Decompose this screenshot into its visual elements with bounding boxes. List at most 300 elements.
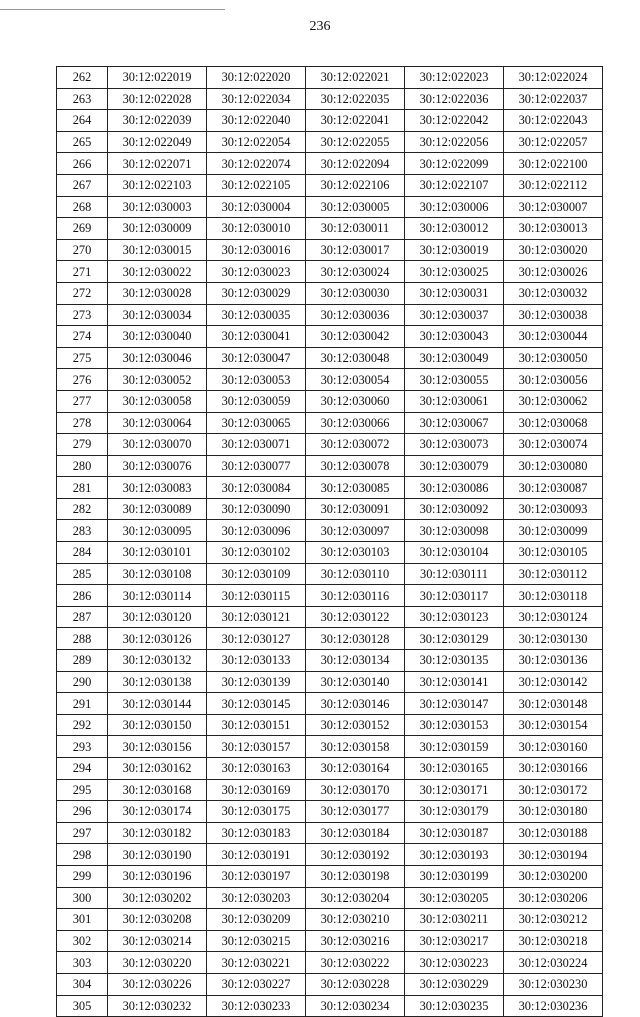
row-number: 296 <box>57 801 108 823</box>
cadastral-code-cell: 30:12:022023 <box>405 67 504 89</box>
cadastral-code-cell: 30:12:030116 <box>306 585 405 607</box>
cadastral-code-cell: 30:12:030010 <box>207 218 306 240</box>
cadastral-code-cell: 30:12:030068 <box>504 412 603 434</box>
table-row <box>57 304 603 326</box>
cadastral-code-cell: 30:12:030165 <box>405 758 504 780</box>
cadastral-code-cell: 30:12:030151 <box>207 714 306 736</box>
cadastral-code-cell: 30:12:030105 <box>504 542 603 564</box>
cadastral-code-cell: 30:12:022105 <box>207 174 306 196</box>
cadastral-code-cell: 30:12:030038 <box>504 304 603 326</box>
row-number: 274 <box>57 326 108 348</box>
cadastral-code-cell: 30:12:030158 <box>306 736 405 758</box>
table-row <box>57 498 603 520</box>
cadastral-code-cell: 30:12:030020 <box>504 239 603 261</box>
cadastral-code-cell: 30:12:022106 <box>306 174 405 196</box>
cadastral-code-cell: 30:12:030052 <box>108 369 207 391</box>
cadastral-code-cell: 30:12:030028 <box>108 282 207 304</box>
cadastral-code-cell: 30:12:030005 <box>306 196 405 218</box>
row-number: 300 <box>57 887 108 909</box>
row-number: 264 <box>57 110 108 132</box>
cadastral-code-cell: 30:12:030229 <box>405 973 504 995</box>
cadastral-code-cell: 30:12:030102 <box>207 542 306 564</box>
row-number: 290 <box>57 671 108 693</box>
table-row <box>57 520 603 542</box>
cadastral-code-cell: 30:12:030115 <box>207 585 306 607</box>
cadastral-code-cell: 30:12:030091 <box>306 498 405 520</box>
cadastral-code-cell: 30:12:030204 <box>306 887 405 909</box>
cadastral-code-cell: 30:12:030157 <box>207 736 306 758</box>
cadastral-code-cell: 30:12:030222 <box>306 952 405 974</box>
cadastral-code-cell: 30:12:030216 <box>306 930 405 952</box>
cadastral-code-cell: 30:12:030132 <box>108 650 207 672</box>
cadastral-code-cell: 30:12:030156 <box>108 736 207 758</box>
row-number: 280 <box>57 455 108 477</box>
cadastral-code-cell: 30:12:030108 <box>108 563 207 585</box>
cadastral-code-cell: 30:12:022071 <box>108 153 207 175</box>
table-row <box>57 650 603 672</box>
cadastral-code-cell: 30:12:030025 <box>405 261 504 283</box>
cadastral-code-cell: 30:12:022042 <box>405 110 504 132</box>
row-number: 277 <box>57 390 108 412</box>
table-row <box>57 822 603 844</box>
cadastral-code-cell: 30:12:030202 <box>108 887 207 909</box>
table-row <box>57 671 603 693</box>
cadastral-code-cell: 30:12:030016 <box>207 239 306 261</box>
cadastral-code-cell: 30:12:030067 <box>405 412 504 434</box>
cadastral-code-cell: 30:12:030118 <box>504 585 603 607</box>
cadastral-code-cell: 30:12:030170 <box>306 779 405 801</box>
row-number: 271 <box>57 261 108 283</box>
cadastral-code-cell: 30:12:030153 <box>405 714 504 736</box>
cadastral-code-cell: 30:12:030140 <box>306 671 405 693</box>
row-number: 268 <box>57 196 108 218</box>
row-number: 298 <box>57 844 108 866</box>
cadastral-code-cell: 30:12:030196 <box>108 865 207 887</box>
table-row <box>57 909 603 931</box>
cadastral-code-cell: 30:12:030180 <box>504 801 603 823</box>
table-row <box>57 736 603 758</box>
table-row <box>57 196 603 218</box>
cadastral-code-cell: 30:12:030030 <box>306 282 405 304</box>
cadastral-code-cell: 30:12:030217 <box>405 930 504 952</box>
cadastral-code-cell: 30:12:030135 <box>405 650 504 672</box>
cadastral-code-cell: 30:12:030083 <box>108 477 207 499</box>
cadastral-code-cell: 30:12:030117 <box>405 585 504 607</box>
cadastral-code-cell: 30:12:022039 <box>108 110 207 132</box>
cadastral-code-cell: 30:12:030059 <box>207 390 306 412</box>
cadastral-code-cell: 30:12:030084 <box>207 477 306 499</box>
cadastral-code-cell: 30:12:030199 <box>405 865 504 887</box>
cadastral-code-cell: 30:12:030128 <box>306 628 405 650</box>
table-row <box>57 801 603 823</box>
cadastral-code-cell: 30:12:030233 <box>207 995 306 1017</box>
row-number: 269 <box>57 218 108 240</box>
table-row <box>57 563 603 585</box>
cadastral-code-cell: 30:12:022021 <box>306 67 405 89</box>
cadastral-code-cell: 30:12:030034 <box>108 304 207 326</box>
cadastral-code-cell: 30:12:030230 <box>504 973 603 995</box>
cadastral-code-cell: 30:12:022041 <box>306 110 405 132</box>
cadastral-code-cell: 30:12:030127 <box>207 628 306 650</box>
cadastral-code-cell: 30:12:030210 <box>306 909 405 931</box>
cadastral-code-cell: 30:12:030172 <box>504 779 603 801</box>
table-row <box>57 779 603 801</box>
cadastral-code-cell: 30:12:030122 <box>306 606 405 628</box>
cadastral-code-cell: 30:12:030148 <box>504 693 603 715</box>
row-number: 279 <box>57 434 108 456</box>
row-number: 295 <box>57 779 108 801</box>
cadastral-code-cell: 30:12:030006 <box>405 196 504 218</box>
cadastral-code-cell: 30:12:022040 <box>207 110 306 132</box>
cadastral-code-cell: 30:12:030191 <box>207 844 306 866</box>
row-number: 283 <box>57 520 108 542</box>
row-number: 285 <box>57 563 108 585</box>
cadastral-code-cell: 30:12:030163 <box>207 758 306 780</box>
page-number: 236 <box>309 19 331 34</box>
table-row <box>57 693 603 715</box>
cadastral-code-cell: 30:12:030004 <box>207 196 306 218</box>
cadastral-code-cell: 30:12:030126 <box>108 628 207 650</box>
cadastral-code-cell: 30:12:030159 <box>405 736 504 758</box>
cadastral-code-cell: 30:12:022028 <box>108 88 207 110</box>
cadastral-code-cell: 30:12:022036 <box>405 88 504 110</box>
cadastral-code-cell: 30:12:030054 <box>306 369 405 391</box>
cadastral-code-cell: 30:12:030184 <box>306 822 405 844</box>
cadastral-code-cell: 30:12:030058 <box>108 390 207 412</box>
cadastral-code-cell: 30:12:022074 <box>207 153 306 175</box>
cadastral-code-cell: 30:12:022057 <box>504 131 603 153</box>
row-number: 272 <box>57 282 108 304</box>
cadastral-code-cell: 30:12:030096 <box>207 520 306 542</box>
row-number: 292 <box>57 714 108 736</box>
cadastral-code-cell: 30:12:030197 <box>207 865 306 887</box>
cadastral-code-cell: 30:12:022035 <box>306 88 405 110</box>
cadastral-code-cell: 30:12:030099 <box>504 520 603 542</box>
cadastral-code-cell: 30:12:030042 <box>306 326 405 348</box>
row-number: 302 <box>57 930 108 952</box>
cadastral-code-cell: 30:12:030160 <box>504 736 603 758</box>
cadastral-code-cell: 30:12:030152 <box>306 714 405 736</box>
cadastral-code-cell: 30:12:030129 <box>405 628 504 650</box>
cadastral-code-cell: 30:12:030232 <box>108 995 207 1017</box>
cadastral-code-cell: 30:12:030044 <box>504 326 603 348</box>
cadastral-code-cell: 30:12:030211 <box>405 909 504 931</box>
table-row <box>57 110 603 132</box>
cadastral-code-cell: 30:12:030141 <box>405 671 504 693</box>
cadastral-code-cell: 30:12:030026 <box>504 261 603 283</box>
table-row <box>57 930 603 952</box>
table-row <box>57 239 603 261</box>
cadastral-code-cell: 30:12:022024 <box>504 67 603 89</box>
table-row <box>57 412 603 434</box>
table-row <box>57 174 603 196</box>
table-row <box>57 88 603 110</box>
cadastral-code-cell: 30:12:030179 <box>405 801 504 823</box>
cadastral-code-cell: 30:12:030047 <box>207 347 306 369</box>
cadastral-code-cell: 30:12:030050 <box>504 347 603 369</box>
cadastral-code-cell: 30:12:022037 <box>504 88 603 110</box>
cadastral-code-cell: 30:12:030003 <box>108 196 207 218</box>
table-row <box>57 542 603 564</box>
cadastral-code-cell: 30:12:030089 <box>108 498 207 520</box>
cadastral-code-cell: 30:12:030061 <box>405 390 504 412</box>
row-number: 278 <box>57 412 108 434</box>
cadastral-code-cell: 30:12:022054 <box>207 131 306 153</box>
row-number: 265 <box>57 131 108 153</box>
cadastral-code-cell: 30:12:030193 <box>405 844 504 866</box>
cadastral-code-cell: 30:12:030101 <box>108 542 207 564</box>
cadastral-code-cell: 30:12:030064 <box>108 412 207 434</box>
cadastral-code-cell: 30:12:030212 <box>504 909 603 931</box>
cadastral-code-cell: 30:12:030092 <box>405 498 504 520</box>
cadastral-code-cell: 30:12:030235 <box>405 995 504 1017</box>
row-number: 275 <box>57 347 108 369</box>
table-row <box>57 390 603 412</box>
cadastral-code-cell: 30:12:030187 <box>405 822 504 844</box>
cadastral-code-cell: 30:12:030046 <box>108 347 207 369</box>
cadastral-code-cell: 30:12:022100 <box>504 153 603 175</box>
cadastral-code-cell: 30:12:030011 <box>306 218 405 240</box>
table-row <box>57 326 603 348</box>
cadastral-code-cell: 30:12:030015 <box>108 239 207 261</box>
cadastral-code-cell: 30:12:030203 <box>207 887 306 909</box>
cadastral-code-cell: 30:12:030079 <box>405 455 504 477</box>
row-number: 289 <box>57 650 108 672</box>
cadastral-code-cell: 30:12:030121 <box>207 606 306 628</box>
cadastral-code-cell: 30:12:030150 <box>108 714 207 736</box>
cadastral-code-cell: 30:12:030139 <box>207 671 306 693</box>
cadastral-code-cell: 30:12:030048 <box>306 347 405 369</box>
cadastral-code-cell: 30:12:030032 <box>504 282 603 304</box>
cadastral-code-cell: 30:12:030214 <box>108 930 207 952</box>
row-number: 297 <box>57 822 108 844</box>
top-rule <box>0 9 225 10</box>
cadastral-code-cell: 30:12:030120 <box>108 606 207 628</box>
cadastral-code-cell: 30:12:030085 <box>306 477 405 499</box>
table-row <box>57 865 603 887</box>
cadastral-code-cell: 30:12:030177 <box>306 801 405 823</box>
cadastral-code-cell: 30:12:022103 <box>108 174 207 196</box>
cadastral-code-cell: 30:12:030062 <box>504 390 603 412</box>
cadastral-code-cell: 30:12:030227 <box>207 973 306 995</box>
cadastral-code-cell: 30:12:030066 <box>306 412 405 434</box>
cadastral-code-cell: 30:12:030208 <box>108 909 207 931</box>
cadastral-code-cell: 30:12:030162 <box>108 758 207 780</box>
cadastral-code-cell: 30:12:030043 <box>405 326 504 348</box>
cadastral-code-cell: 30:12:030142 <box>504 671 603 693</box>
row-number: 304 <box>57 973 108 995</box>
table-row <box>57 952 603 974</box>
row-number: 281 <box>57 477 108 499</box>
table-row <box>57 282 603 304</box>
cadastral-code-cell: 30:12:030206 <box>504 887 603 909</box>
table-row <box>57 434 603 456</box>
cadastral-code-cell: 30:12:022043 <box>504 110 603 132</box>
table-row <box>57 606 603 628</box>
table-row <box>57 585 603 607</box>
cadastral-code-cell: 30:12:030093 <box>504 498 603 520</box>
cadastral-code-cell: 30:12:022112 <box>504 174 603 196</box>
table-row <box>57 261 603 283</box>
cadastral-code-cell: 30:12:022094 <box>306 153 405 175</box>
table-row <box>57 153 603 175</box>
cadastral-code-cell: 30:12:030072 <box>306 434 405 456</box>
cadastral-code-cell: 30:12:030017 <box>306 239 405 261</box>
row-number: 294 <box>57 758 108 780</box>
cadastral-code-cell: 30:12:030182 <box>108 822 207 844</box>
cadastral-code-cell: 30:12:030164 <box>306 758 405 780</box>
cadastral-code-cell: 30:12:030198 <box>306 865 405 887</box>
cadastral-code-cell: 30:12:030154 <box>504 714 603 736</box>
cadastral-code-cell: 30:12:030012 <box>405 218 504 240</box>
row-number: 299 <box>57 865 108 887</box>
cadastral-code-cell: 30:12:030077 <box>207 455 306 477</box>
row-number: 288 <box>57 628 108 650</box>
cadastral-code-cell: 30:12:030013 <box>504 218 603 240</box>
cadastral-code-cell: 30:12:022019 <box>108 67 207 89</box>
cadastral-code-cell: 30:12:030175 <box>207 801 306 823</box>
cadastral-code-cell: 30:12:030224 <box>504 952 603 974</box>
cadastral-code-cell: 30:12:030166 <box>504 758 603 780</box>
cadastral-code-cell: 30:12:030228 <box>306 973 405 995</box>
cadastral-code-cell: 30:12:030071 <box>207 434 306 456</box>
cadastral-code-cell: 30:12:030056 <box>504 369 603 391</box>
cadastral-code-cell: 30:12:030086 <box>405 477 504 499</box>
row-number: 263 <box>57 88 108 110</box>
cadastral-code-cell: 30:12:030090 <box>207 498 306 520</box>
cadastral-code-cell: 30:12:030188 <box>504 822 603 844</box>
cadastral-code-cell: 30:12:030009 <box>108 218 207 240</box>
cadastral-code-cell: 30:12:030190 <box>108 844 207 866</box>
cadastral-code-cell: 30:12:030029 <box>207 282 306 304</box>
cadastral-code-cell: 30:12:030147 <box>405 693 504 715</box>
table-body <box>57 67 603 1017</box>
cadastral-code-cell: 30:12:030080 <box>504 455 603 477</box>
cadastral-code-cell: 30:12:030144 <box>108 693 207 715</box>
row-number: 286 <box>57 585 108 607</box>
row-number: 301 <box>57 909 108 931</box>
cadastral-code-cell: 30:12:030146 <box>306 693 405 715</box>
cadastral-code-cell: 30:12:022020 <box>207 67 306 89</box>
cadastral-code-cell: 30:12:030060 <box>306 390 405 412</box>
table-row <box>57 887 603 909</box>
cadastral-code-cell: 30:12:030055 <box>405 369 504 391</box>
cadastral-code-cell: 30:12:030024 <box>306 261 405 283</box>
cadastral-code-cell: 30:12:030218 <box>504 930 603 952</box>
cadastral-code-cell: 30:12:030133 <box>207 650 306 672</box>
cadastral-code-cell: 30:12:030098 <box>405 520 504 542</box>
cadastral-code-cell: 30:12:030168 <box>108 779 207 801</box>
cadastral-code-cell: 30:12:030192 <box>306 844 405 866</box>
cadastral-code-cell: 30:12:030073 <box>405 434 504 456</box>
cadastral-code-cell: 30:12:030031 <box>405 282 504 304</box>
row-number: 262 <box>57 67 108 89</box>
cadastral-code-cell: 30:12:022107 <box>405 174 504 196</box>
row-number: 282 <box>57 498 108 520</box>
cadastral-code-cell: 30:12:030104 <box>405 542 504 564</box>
cadastral-code-cell: 30:12:030023 <box>207 261 306 283</box>
cadastral-code-cell: 30:12:030220 <box>108 952 207 974</box>
cadastral-code-cell: 30:12:022099 <box>405 153 504 175</box>
row-number: 305 <box>57 995 108 1017</box>
table-row <box>57 218 603 240</box>
cadastral-code-cell: 30:12:030124 <box>504 606 603 628</box>
row-number: 303 <box>57 952 108 974</box>
cadastral-code-cell: 30:12:030110 <box>306 563 405 585</box>
table-row <box>57 628 603 650</box>
table-row <box>57 131 603 153</box>
cadastral-code-cell: 30:12:030171 <box>405 779 504 801</box>
cadastral-code-cell: 30:12:030200 <box>504 865 603 887</box>
cadastral-code-cell: 30:12:030174 <box>108 801 207 823</box>
cadastral-code-cell: 30:12:030221 <box>207 952 306 974</box>
cadastral-code-cell: 30:12:030134 <box>306 650 405 672</box>
table-row <box>57 477 603 499</box>
row-number: 267 <box>57 174 108 196</box>
cadastral-code-cell: 30:12:030215 <box>207 930 306 952</box>
row-number: 266 <box>57 153 108 175</box>
cadastral-code-cell: 30:12:030036 <box>306 304 405 326</box>
cadastral-code-cell: 30:12:030007 <box>504 196 603 218</box>
cadastral-code-cell: 30:12:030169 <box>207 779 306 801</box>
row-number: 287 <box>57 606 108 628</box>
cadastral-code-cell: 30:12:030097 <box>306 520 405 542</box>
cadastral-code-cell: 30:12:030136 <box>504 650 603 672</box>
row-number: 293 <box>57 736 108 758</box>
cadastral-code-cell: 30:12:030095 <box>108 520 207 542</box>
cadastral-code-cell: 30:12:030109 <box>207 563 306 585</box>
cadastral-code-cell: 30:12:030074 <box>504 434 603 456</box>
cadastral-code-cell: 30:12:030130 <box>504 628 603 650</box>
cadastral-code-cell: 30:12:030078 <box>306 455 405 477</box>
cadastral-code-cell: 30:12:030145 <box>207 693 306 715</box>
cadastral-code-cell: 30:12:030234 <box>306 995 405 1017</box>
cadastral-code-cell: 30:12:022049 <box>108 131 207 153</box>
row-number: 273 <box>57 304 108 326</box>
cadastral-code-cell: 30:12:030114 <box>108 585 207 607</box>
cadastral-code-cell: 30:12:030205 <box>405 887 504 909</box>
cadastral-code-cell: 30:12:022056 <box>405 131 504 153</box>
row-number: 270 <box>57 239 108 261</box>
table-row <box>57 67 603 89</box>
table-row <box>57 714 603 736</box>
cadastral-code-cell: 30:12:030037 <box>405 304 504 326</box>
cadastral-code-cell: 30:12:030194 <box>504 844 603 866</box>
cadastral-code-cell: 30:12:030041 <box>207 326 306 348</box>
table-row <box>57 347 603 369</box>
cadastral-table <box>56 66 603 1017</box>
cadastral-code-cell: 30:12:030040 <box>108 326 207 348</box>
cadastral-code-cell: 30:12:022034 <box>207 88 306 110</box>
cadastral-code-cell: 30:12:030065 <box>207 412 306 434</box>
table-row <box>57 758 603 780</box>
cadastral-code-cell: 30:12:030076 <box>108 455 207 477</box>
table-row <box>57 995 603 1017</box>
row-number: 291 <box>57 693 108 715</box>
cadastral-code-cell: 30:12:030053 <box>207 369 306 391</box>
cadastral-code-cell: 30:12:030236 <box>504 995 603 1017</box>
cadastral-code-cell: 30:12:030111 <box>405 563 504 585</box>
row-number: 284 <box>57 542 108 564</box>
cadastral-code-cell: 30:12:030112 <box>504 563 603 585</box>
table-row <box>57 973 603 995</box>
cadastral-code-cell: 30:12:030087 <box>504 477 603 499</box>
cadastral-code-cell: 30:12:030049 <box>405 347 504 369</box>
cadastral-code-cell: 30:12:030209 <box>207 909 306 931</box>
cadastral-code-cell: 30:12:030070 <box>108 434 207 456</box>
cadastral-code-cell: 30:12:030019 <box>405 239 504 261</box>
cadastral-code-cell: 30:12:022055 <box>306 131 405 153</box>
